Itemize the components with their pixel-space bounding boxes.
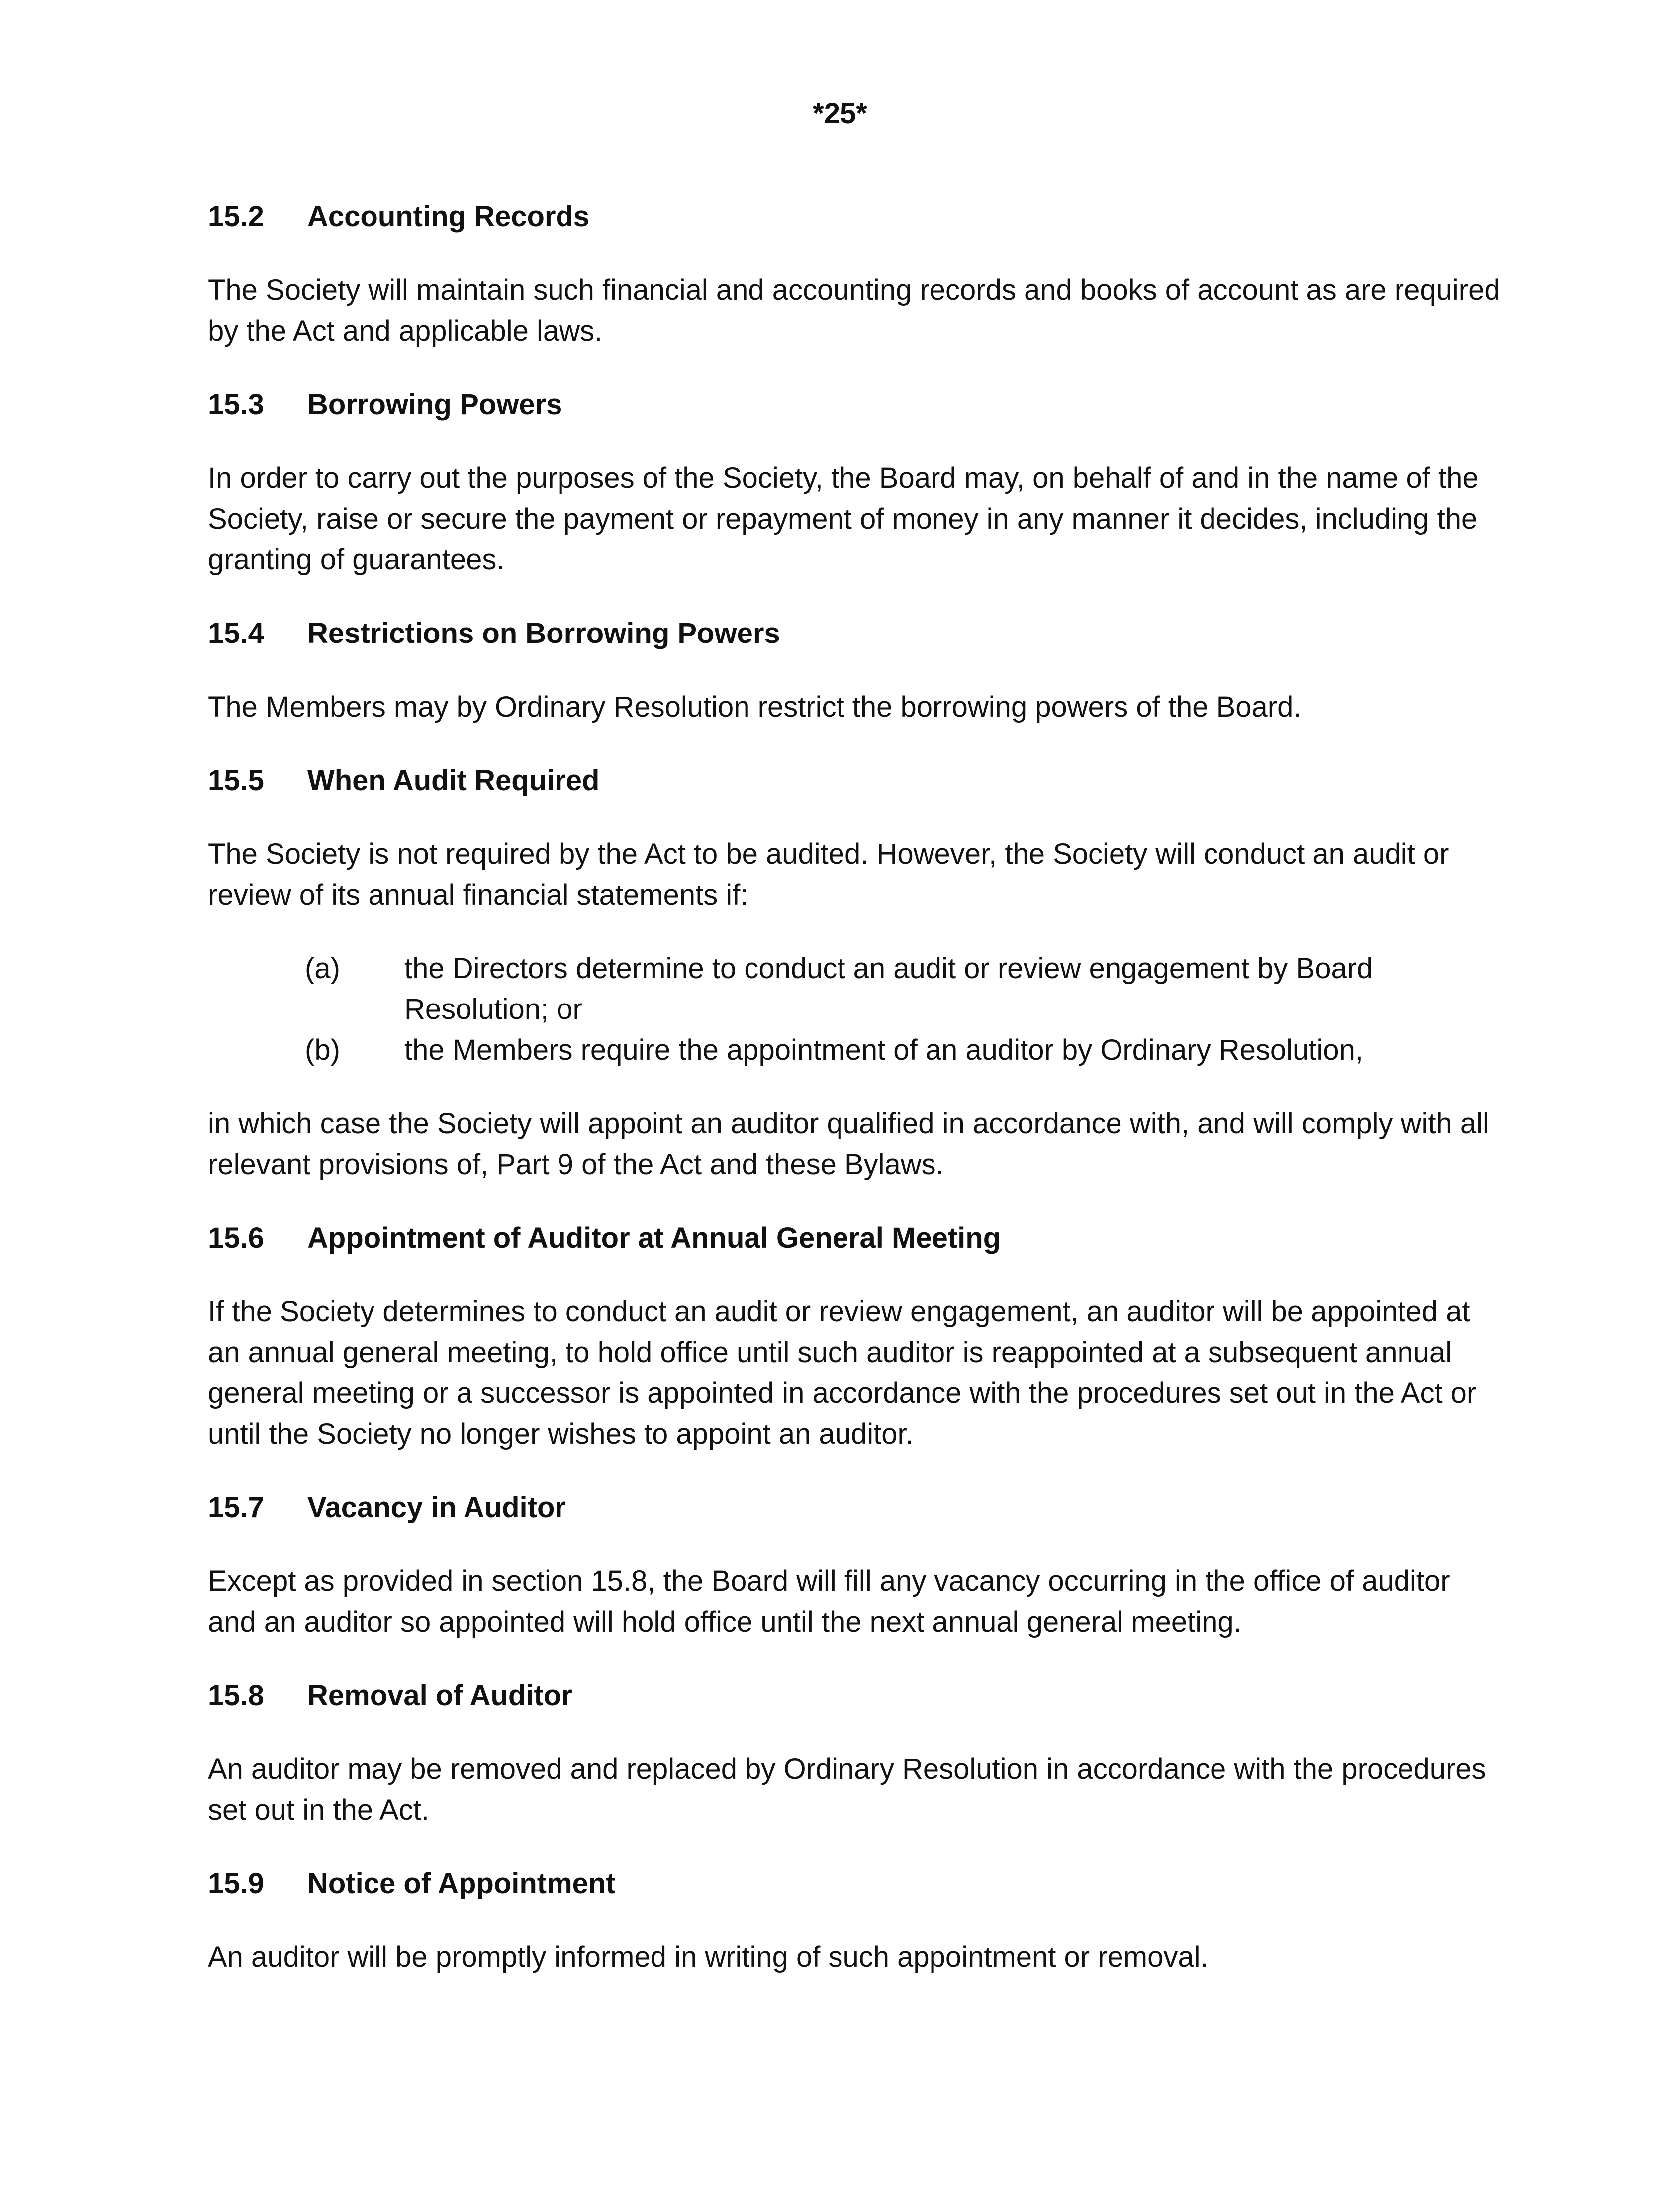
section-number: 15.9 bbox=[208, 1867, 264, 1900]
list-item-text: the Members require the appointment of an auditor by Ordinary Resolution, bbox=[404, 1034, 1363, 1066]
section-paragraph: In order to carry out the purposes of the Society, the Board may, on behalf of and in the name of the Society, raise or secure the payment or repayment of money in any manner it decides, including the granting of guarantees. bbox=[208, 462, 1479, 576]
section-number: 15.3 bbox=[208, 388, 264, 421]
section-paragraph: An auditor may be removed and replaced by Ordinary Resolution in accordance with the procedures set out in the Act. bbox=[208, 1753, 1486, 1826]
section-heading bbox=[208, 760, 1501, 801]
section-paragraph: The Society will maintain such financial and accounting records and books of account as are required by the Act and applicable laws. bbox=[208, 274, 1500, 347]
section-paragraph: Except as provided in section 15.8, the Board will fill any vacancy occurring in the office of auditor and an auditor so appointed will hold office until the next annual general meeting. bbox=[208, 1565, 1450, 1638]
section-title: Notice of Appointment bbox=[307, 1867, 616, 1900]
list-item bbox=[208, 948, 1501, 1030]
section-15-9 bbox=[208, 1863, 1501, 1978]
section-15-5 bbox=[208, 760, 1501, 1185]
section-number: 15.8 bbox=[208, 1679, 264, 1712]
section-paragraph: The Society is not required by the Act to be audited. However, the Society will conduct an audit or review of its annual financial statements if: bbox=[208, 838, 1449, 911]
section-number: 15.5 bbox=[208, 764, 264, 797]
section-paragraph-continued: in which case the Society will appoint an auditor qualified in accordance with, and will comply with all relevant provisions of, Part 9 of the Act and these Bylaws. bbox=[208, 1107, 1489, 1181]
section-paragraph: An auditor will be promptly informed in writing of such appointment or removal. bbox=[208, 1941, 1209, 1973]
section-heading bbox=[208, 384, 1501, 425]
section-heading bbox=[208, 613, 1501, 654]
document-body bbox=[208, 196, 1501, 2010]
section-title: Restrictions on Borrowing Powers bbox=[307, 617, 780, 649]
section-number: 15.2 bbox=[208, 200, 264, 233]
section-title: When Audit Required bbox=[307, 764, 600, 797]
list-marker: (b) bbox=[305, 1034, 340, 1066]
condition-list bbox=[208, 948, 1501, 1071]
section-number: 15.4 bbox=[208, 617, 264, 649]
section-15-3 bbox=[208, 384, 1501, 580]
section-15-7 bbox=[208, 1487, 1501, 1643]
section-title: Vacancy in Auditor bbox=[307, 1491, 566, 1524]
section-15-8 bbox=[208, 1675, 1501, 1830]
section-15-6 bbox=[208, 1218, 1501, 1455]
list-marker: (a) bbox=[305, 952, 340, 985]
section-title: Removal of Auditor bbox=[307, 1679, 572, 1712]
list-item-text: the Directors determine to conduct an audit or review engagement by Board Resolution; or bbox=[404, 952, 1373, 1025]
section-paragraph: If the Society determines to conduct an audit or review engagement, an auditor will be appointed at an annual general meeting, to hold office until such auditor is reappointed at a subsequent annual general meeting or a successor is appointed in accordance with the procedures set out in the Act or until the Society no longer wishes to appoint an auditor. bbox=[208, 1295, 1477, 1450]
section-number: 15.7 bbox=[208, 1491, 264, 1524]
list-item bbox=[208, 1030, 1501, 1071]
section-15-4 bbox=[208, 613, 1501, 728]
section-title: Accounting Records bbox=[307, 200, 590, 233]
section-paragraph: The Members may by Ordinary Resolution restrict the borrowing powers of the Board. bbox=[208, 691, 1302, 723]
section-heading bbox=[208, 1218, 1501, 1259]
section-heading bbox=[208, 1675, 1501, 1716]
section-heading bbox=[208, 1487, 1501, 1528]
section-title: Appointment of Auditor at Annual General Meeting bbox=[307, 1222, 1001, 1254]
section-title: Borrowing Powers bbox=[307, 388, 562, 421]
section-number: 15.6 bbox=[208, 1222, 264, 1254]
section-heading bbox=[208, 196, 1501, 237]
page-number: *25* bbox=[813, 97, 867, 130]
section-heading bbox=[208, 1863, 1501, 1904]
section-15-2 bbox=[208, 196, 1501, 352]
